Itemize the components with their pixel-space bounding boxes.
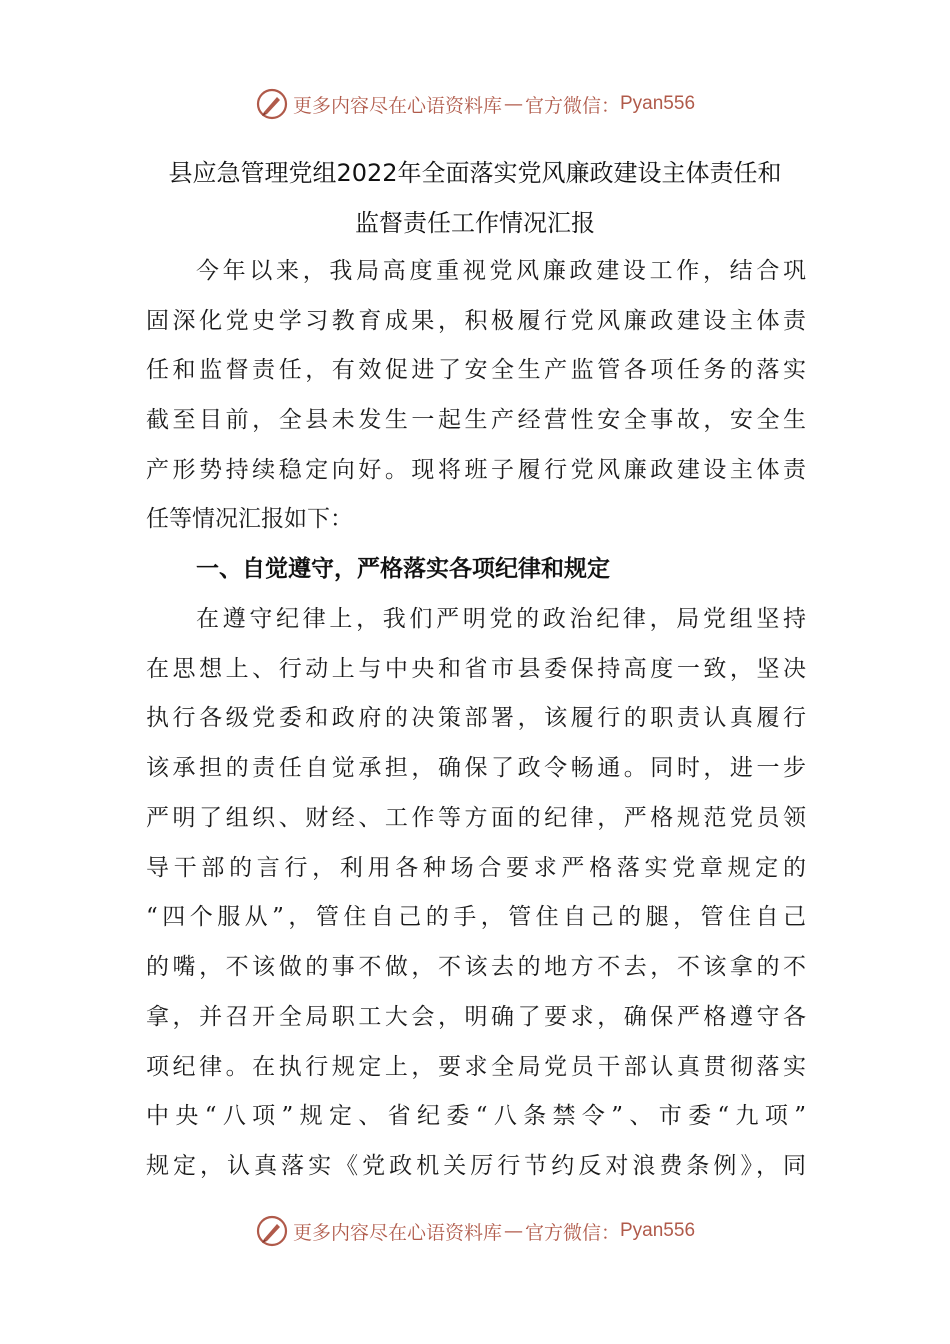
pen-logo-icon	[255, 87, 289, 121]
watermark-wechat-label: 官方微信：	[524, 94, 620, 117]
paragraph-2-line: 执行各级党委和政府的决策部署，该履行的职责认真履行	[146, 705, 806, 731]
header-watermark	[0, 84, 950, 124]
paragraph-1-line: 产形势持续稳定向好。现将班子履行党风廉政建设主体责	[146, 457, 806, 483]
paragraph-2-line: “四个服从”，管住自己的手，管住自己的腿，管住自己	[146, 904, 806, 930]
paragraph-2-line: 的嘴，不该做的事不做，不该去的地方不去，不该拿的不	[146, 954, 806, 980]
watermark-main-text: 更多内容尽在心语资料库	[292, 94, 502, 117]
footer-watermark	[0, 1211, 950, 1251]
paragraph-2-line: 项纪律。在执行规定上，要求全局党员干部认真贯彻落实	[146, 1054, 806, 1080]
watermark-dash: —	[503, 1220, 523, 1242]
watermark-handle: Pyan556	[620, 93, 696, 114]
title-line-1: 县应急管理党组2022年全面落实党风廉政建设主体责任和	[168, 159, 782, 187]
watermark-handle: Pyan556	[620, 1220, 696, 1241]
paragraph-2-line: 严明了组织、财经、工作等方面的纪律，严格规范党员领	[146, 805, 806, 831]
paragraph-2-line: 在遵守纪律上，我们严明党的政治纪律，局党组坚持	[196, 606, 806, 632]
watermark-wechat-label: 官方微信：	[524, 1221, 620, 1244]
paragraph-1-line: 固深化党史学习教育成果，积极履行党风廉政建设主体责	[146, 308, 806, 334]
paragraph-2-line: 规定，认真落实《党政机关厉行节约反对浪费条例》，同	[146, 1153, 806, 1179]
paragraph-2-line: 导干部的言行，利用各种场合要求严格落实党章规定的	[146, 855, 806, 881]
section-heading-1: 一、自觉遵守，严格落实各项纪律和规定	[196, 556, 610, 582]
paragraph-1-line: 今年以来，我局高度重视党风廉政建设工作，结合巩	[196, 258, 806, 284]
document-title	[120, 148, 830, 248]
title-line-2: 监督责任工作情况汇报	[355, 209, 595, 237]
watermark-dash: —	[503, 93, 523, 115]
paragraph-1-line: 截至目前，全县未发生一起生产经营性安全事故，安全生	[146, 407, 806, 433]
paragraph-2-line: 拿，并召开全局职工大会，明确了要求，确保严格遵守各	[146, 1004, 806, 1030]
paragraph-1-line: 任和监督责任，有效促进了安全生产监管各项任务的落实	[146, 357, 806, 383]
paragraph-2-line: 中央“八项”规定、省纪委“八条禁令”、市委“九项”	[146, 1103, 806, 1129]
paragraph-2-line: 在思想上、行动上与中央和省市县委保持高度一致，坚决	[146, 656, 806, 682]
pen-logo-icon	[255, 1214, 289, 1248]
paragraph-1-line: 任等情况汇报如下：	[146, 506, 353, 532]
paragraph-2-line: 该承担的责任自觉承担，确保了政令畅通。同时，进一步	[146, 755, 806, 781]
watermark-main-text: 更多内容尽在心语资料库	[292, 1221, 502, 1244]
